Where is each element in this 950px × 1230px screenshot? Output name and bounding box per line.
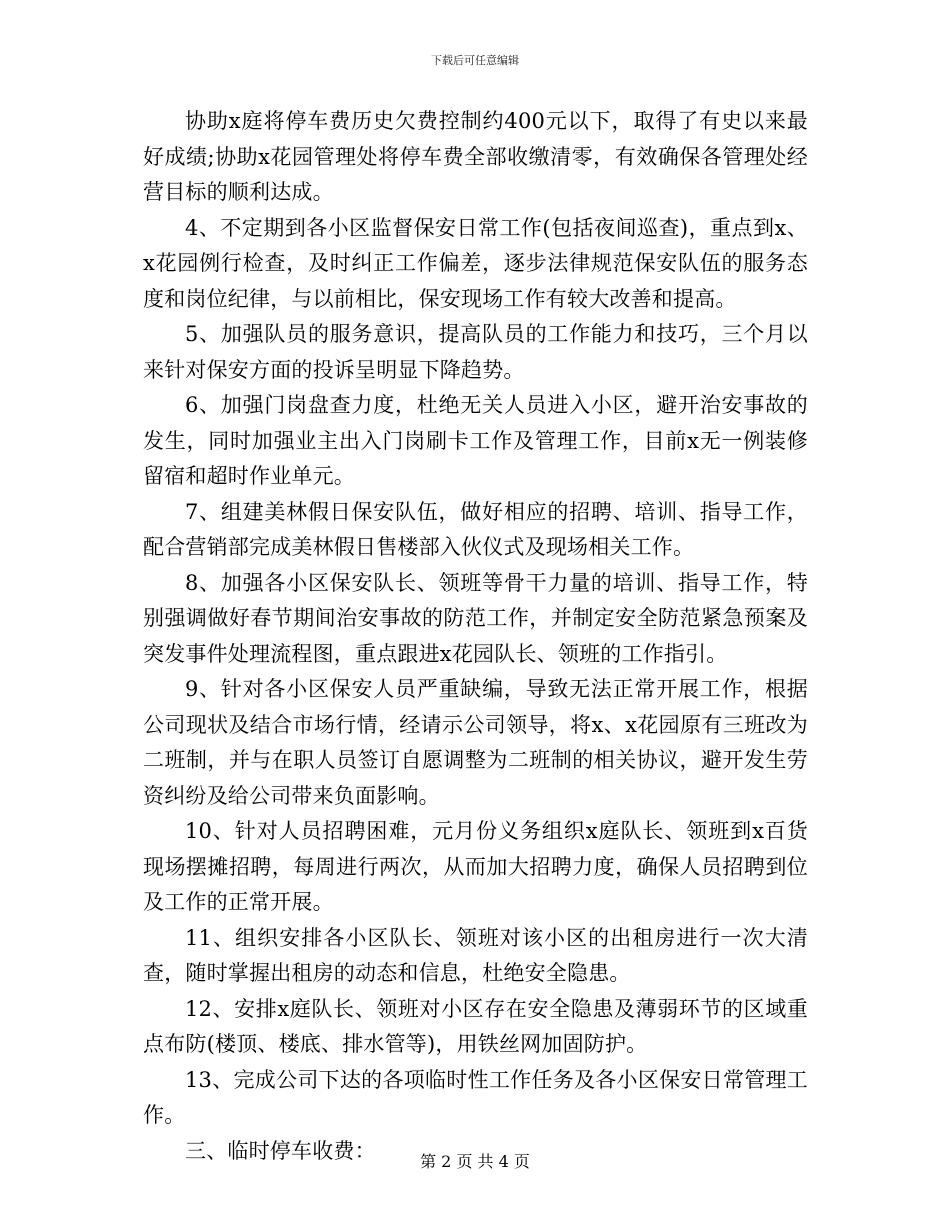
document-body [143,104,808,1169]
section-heading-temporary-parking: 三、临时停车收费： [185,1138,376,1163]
paragraph-item-11: 11、组织安排各小区队长、领班对该小区的出租房进行一次大清查，随时掌握出租房的动态和信息，杜绝安全隐患。 [143,925,808,985]
paragraph-item-9: 9、针对各小区保安人员严重缺编，导致无法正常开展工作，根据公司现状及结合市场行情，经请示公司领导，将x、x花园原有三班改为二班制，并与在职人员签订自愿调整为二班制的相关协议，避开发生劳资纠纷及给公司带来负面影响。 [143,677,808,808]
paragraph-item-7: 7、组建美林假日保安队伍，做好相应的招聘、培训、指导工作，配合营销部完成美林假日售楼部入伙仪式及现场相关工作。 [143,499,808,559]
paragraph-item-12: 12、安排x庭队长、领班对小区存在安全隐患及薄弱环节的区域重点布防(楼顶、楼底、排水管等)，用铁丝网加固防护。 [143,996,808,1056]
page-header: 下载后可任意编辑 [431,54,519,67]
paragraph-item-4: 4、不定期到各小区监督保安日常工作(包括夜间巡查)，重点到x、x花园例行检查，及时纠正工作偏差，逐步法律规范保安队伍的服务态度和岗位纪律，与以前相比，保安现场工作有较大改善和提高。 [143,215,808,311]
paragraph-item-5: 5、加强队员的服务意识，提高队员的工作能力和技巧，三个月以来针对保安方面的投诉呈明显下降趋势。 [143,322,808,382]
page-number-footer: 第 2 页 共 4 页 [420,1152,530,1171]
paragraph-item-10: 10、针对人员招聘困难，元月份义务组织x庭队长、领班到x百货现场摆摊招聘，每周进行两次，从而加大招聘力度，确保人员招聘到位及工作的正常开展。 [143,819,808,914]
paragraph-parking-fee: 协助x庭将停车费历史欠费控制约400元以下，取得了有史以来最好成绩;协助x花园管理处将停车费全部收缴清零，有效确保各管理处经营目标的顺利达成。 [143,109,808,204]
paragraph-item-6: 6、加强门岗盘查力度，杜绝无关人员进入小区，避开治安事故的发生，同时加强业主出入门岗刷卡工作及管理工作，目前x无一例装修留宿和超时作业单元。 [143,393,808,488]
paragraph-item-13: 13、完成公司下达的各项临时性工作任务及各小区保安日常管理工作。 [143,1067,808,1127]
paragraph-item-8: 8、加强各小区保安队长、领班等骨干力量的培训、指导工作，特别强调做好春节期间治安事故的防范工作，并制定安全防范紧急预案及突发事件处理流程图，重点跟进x花园队长、领班的工作指引。 [143,570,808,666]
